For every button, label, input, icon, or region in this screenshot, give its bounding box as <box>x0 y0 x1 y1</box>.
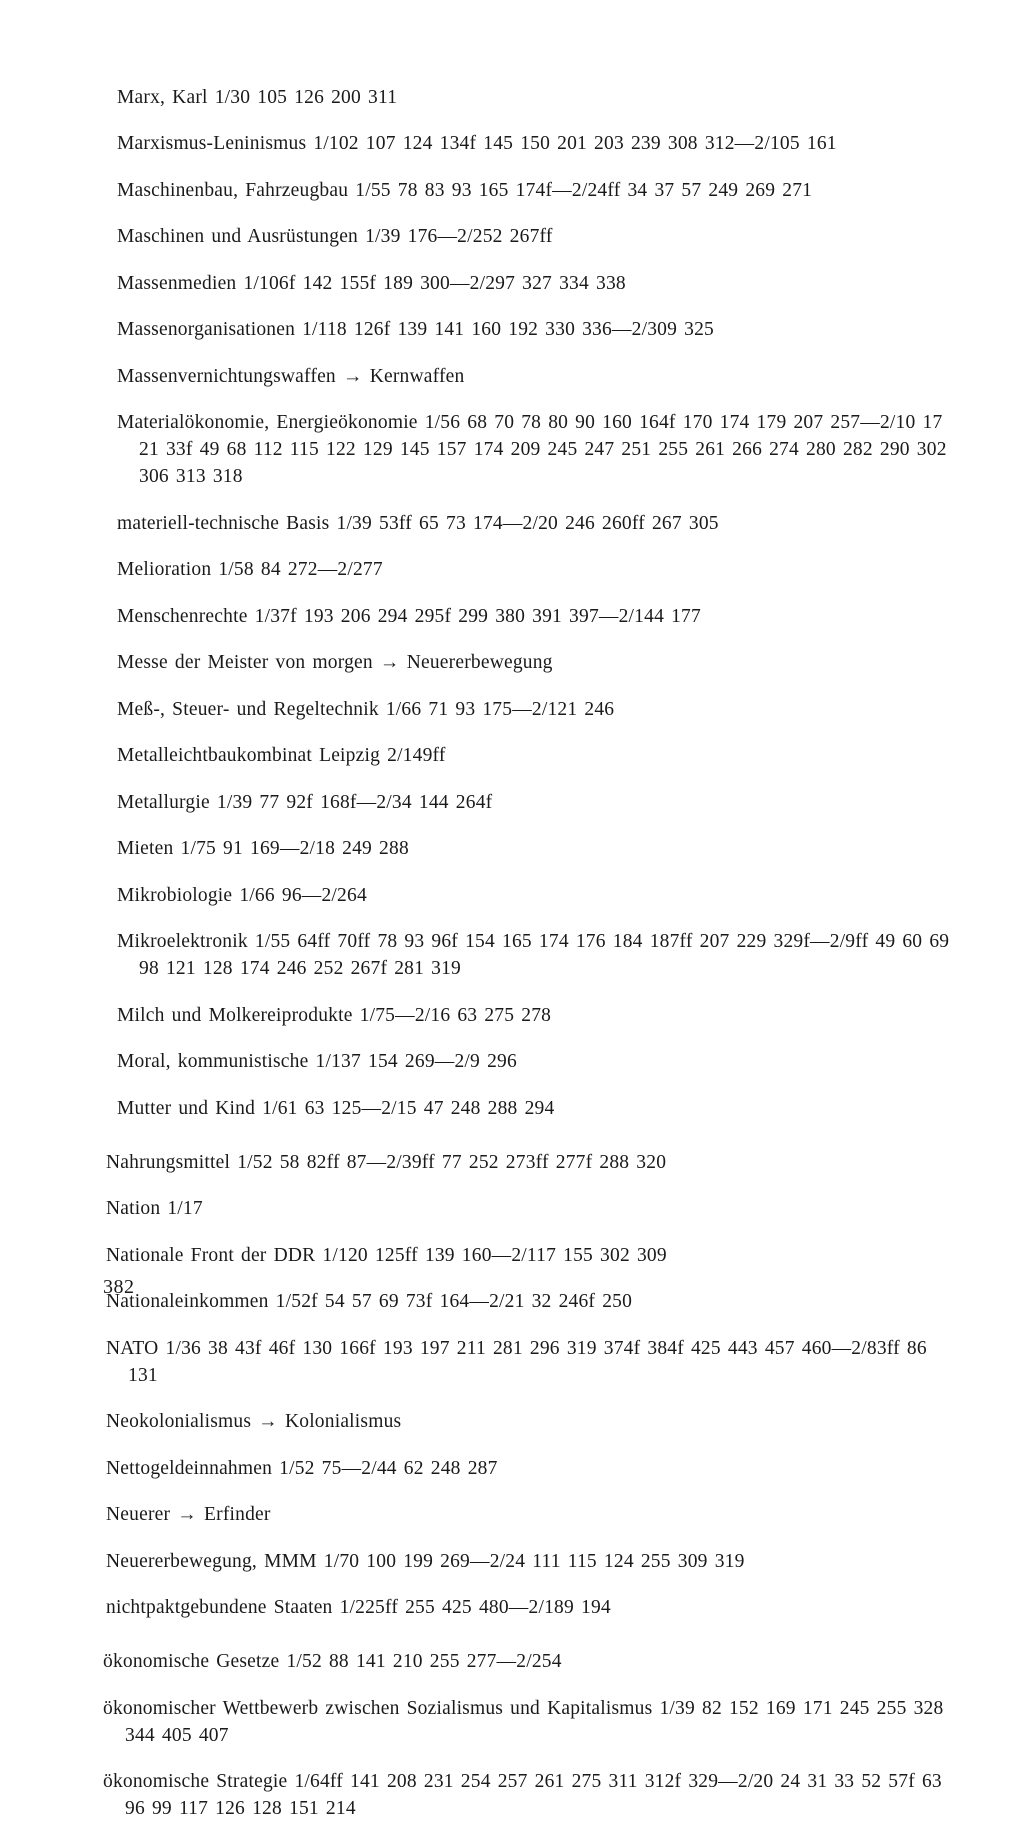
index-section-m <box>103 84 963 1122</box>
index-entry: Massenvernichtungswaffen → Kernwaffen <box>117 365 465 387</box>
index-entry: NATO 1/36 38 43f 46f 130 166f 193 197 211 281 296 319 374f 384f 425 443 457 460—2/83ff 86 131 <box>106 1337 927 1386</box>
index-entry: Menschenrechte 1/37f 193 206 294 295f 299 380 391 397—2/144 177 <box>117 605 701 627</box>
index-entry: Maschinenbau, Fahrzeugbau 1/55 78 83 93 165 174f—2/24ff 34 37 57 249 269 271 <box>117 179 813 201</box>
index-entry: nichtpaktgebundene Staaten 1/225ff 255 425 480—2/189 194 <box>106 1597 611 1618</box>
index-entry: Marx, Karl 1/30 105 126 200 311 <box>117 86 398 108</box>
index-entry: Nahrungsmittel 1/52 58 82ff 87—2/39ff 77 252 273ff 277f 288 320 <box>106 1151 667 1173</box>
index-entry: Nettogeldeinnahmen 1/52 75—2/44 62 248 287 <box>106 1457 498 1479</box>
index-entry: Meß-, Steuer- und Regeltechnik 1/66 71 93 175—2/121 246 <box>117 698 615 720</box>
index-entry: Melioration 1/58 84 272—2/277 <box>117 559 383 580</box>
index-entry: materiell-technische Basis 1/39 53ff 65 73 174—2/20 246 260ff 267 305 <box>117 512 719 534</box>
index-entry: Massenmedien 1/106f 142 155f 189 300—2/297 327 334 338 <box>117 272 626 294</box>
index-entry: Neuerer → Erfinder <box>106 1504 271 1525</box>
index-entry: Nationaleinkommen 1/52f 54 57 69 73f 164—2/21 32 246f 250 <box>106 1291 633 1312</box>
index-entry: Nationale Front der DDR 1/120 125ff 139 160—2/117 155 302 309 <box>106 1244 667 1266</box>
index-entry: Massenorganisationen 1/118 126f 139 141 160 192 330 336—2/309 325 <box>117 319 715 340</box>
index-entry: ökonomischer Wettbewerb zwischen Sozialismus und Kapitalismus 1/39 82 152 169 171 245 255 328 344 405 407 <box>103 1697 944 1746</box>
index-entry: Messe der Meister von morgen → Neuererbewegung <box>117 652 553 673</box>
index-entry: Maschinen und Ausrüstungen 1/39 176—2/252 267ff <box>117 226 553 247</box>
index-section-oe <box>103 1648 963 1822</box>
index-entry: ökonomische Gesetze 1/52 88 141 210 255 277—2/254 <box>103 1651 562 1672</box>
page-number: 382 <box>103 1276 135 1298</box>
index-entry: Mikroelektronik 1/55 64ff 70ff 78 93 96f 154 165 174 176 184 187ff 207 229 329f—2/9ff 49 60 69 98 121 128 174 246 252 267f 281 319 <box>117 931 950 979</box>
index-entry: Metalleichtbaukombinat Leipzig 2/149ff <box>117 745 446 766</box>
index-entry: Milch und Molkereiprodukte 1/75—2/16 63 275 278 <box>117 1004 552 1026</box>
index-entry: Moral, kommunistische 1/137 154 269—2/9 296 <box>117 1051 517 1072</box>
index-page <box>103 64 963 1842</box>
index-entry: Marxismus-Leninismus 1/102 107 124 134f 145 150 201 203 239 308 312—2/105 161 <box>117 133 837 154</box>
index-entry: ökonomische Strategie 1/64ff 141 208 231 254 257 261 275 311 312f 329—2/20 24 31 33 52 57f 63 96 99 117 126 128 151 214 <box>103 1771 942 1819</box>
index-entry: Neokolonialismus → Kolonialismus <box>106 1411 402 1432</box>
index-entry: Materialökonomie, Energieökonomie 1/56 68 70 78 80 90 160 164f 170 174 179 207 257—2/10 17 21 33f 49 68 112 115 122 129 145 157 174 209 245 247 251 255 261 266 274 280 282 290 302 306 313 318 <box>117 412 947 487</box>
index-entry: Neuererbewegung, MMM 1/70 100 199 269—2/24 111 115 124 255 309 319 <box>106 1550 745 1572</box>
index-section-n <box>103 1149 963 1622</box>
index-entry: Mutter und Kind 1/61 63 125—2/15 47 248 288 294 <box>117 1097 555 1119</box>
index-entry: Mieten 1/75 91 169—2/18 249 288 <box>117 838 409 859</box>
index-entry: Mikrobiologie 1/66 96—2/264 <box>117 884 367 906</box>
index-entry: Metallurgie 1/39 77 92f 168f—2/34 144 264f <box>117 791 493 813</box>
index-entry: Nation 1/17 <box>106 1198 203 1219</box>
